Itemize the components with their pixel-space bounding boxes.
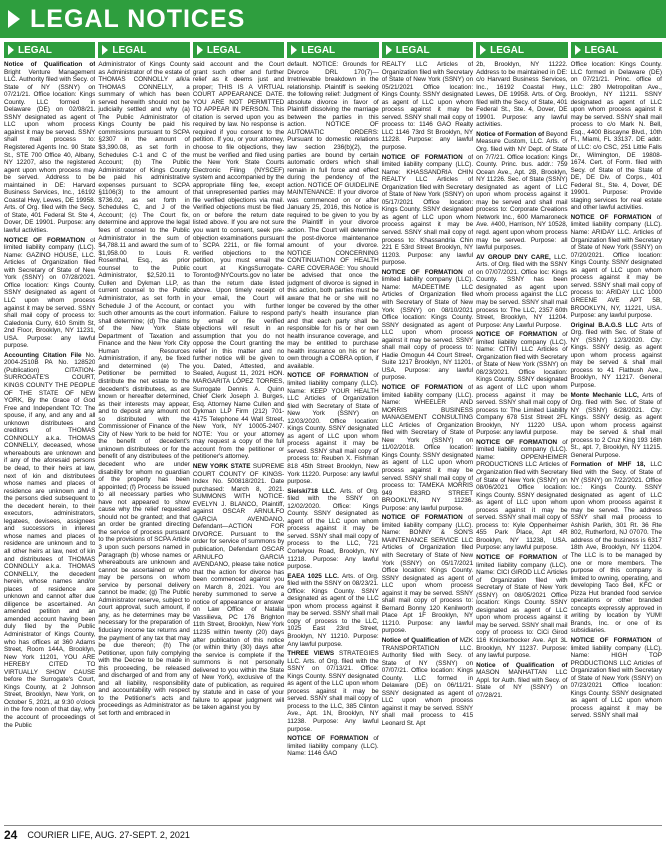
notice-title: AV GROUP DNY CARE,	[476, 253, 555, 261]
column-header	[98, 42, 189, 58]
header-arrow-icon	[197, 45, 203, 55]
notice-body: LLC. Arts. of Org. filed with the SSNY on 07/07/2021. Office loc: Kings County. SSNY has been designated as agent upon whom process against the LLC may be served. SSNY shall mail process to: The LLC, 2357 60th Street, Brooklyn, NY 11204. Purpose: Any Lawful Purpose.	[476, 253, 568, 329]
notice-body: of limited liability company (LLC). Name: CITIVI LLC Articles of Organization filed with Secretary of State of New York (SSNY) on 08/23/2021. Office location: Kings County. SSNY designated as agent of LLC upon whom process against it may be served. SSNY shall mail copy of process to: The Limited Liability Company 678 51st Street 2FL Brooklyn, NY 11220 USA. Purpose: any lawful purpose.	[476, 331, 568, 437]
notice-column	[287, 42, 378, 824]
publication-line: COURIER LIFE, AUG. 27-SEPT. 2, 2021	[27, 830, 190, 840]
notice-body: Office location: Kings County. LLC formed in Delaware (DE) on 07/21/21. Princ. office of LLC: 280 Metropolitan Ave., Brooklyn, NY 11211. SSNY designated as agent of LLC upon whom process against it may be served. SSNY shall mail process to c/o Mark N. Bell, Esq., 4400 Biscayne Blvd., 10th Fl., Miami, FL 33137. DE addr. of LLC: c/o CSC, 251 Little Falls Dr., Wilmington, DE 19808-1674. Cert. of Form. filed with Secy. of State of the State of DE, DE Div. of Corps., 401 Federal St., Ste. 4, Dover, DE 19901. Purpose: Provide staging services for real estate and other lawful activities.	[570, 61, 662, 212]
notice-column	[193, 42, 284, 824]
legal-notice	[287, 650, 378, 733]
page-banner	[0, 0, 666, 38]
notice-title: NOTICE OF FORMATION	[476, 554, 563, 561]
notice-body: Arts of Org. filed with Sec. of State of NY (SSNY) 6/28/2021. Cty: Kings. SSNY desig. as agent upon whom process against may be served & shall mail process to 2 Cruz King 193 16th St., apt. 7, Brooklyn, NY 11215. General Purpose.	[570, 391, 662, 459]
notice-body: Arts. of Org. filed with the SSNY on 12/02/2020. Office: Kings County. SSNY designated as agent of the LLC upon whom process against it may be served. SSNY shall mail copy of process to the LLC, 721 Cortelyou Road, Brooklyn, NY 11218. Purpose: Any lawful purpose.	[287, 487, 379, 571]
notice-title: NOTICE OF FORMATION	[4, 236, 91, 244]
notice-title: NOTICE OF FORMATION	[381, 514, 468, 522]
notice-body: Administrator of Kings County as Administrator of the estate of THOMAS CONNOLLY a/k/a THOMAS CONNELLY, a summary of which has been served herewith should not be judicially settled and why (a) The Public Administrator of Kings County be paid his commissions pursuant to SCPA §2307 in the amount of $3,390.08, as set forth in Schedules C-1 and C of the Account; (b) The Public Administrator of Kings County be paid his administrative expenses pursuant to SCPA §1106(3) to the amount of $736.02, as set forth in Schedules C, and J of the Account; (c) The Court fix, determine and approve the legal fees of counsel to the Public Administrator in the sum of $4,788.11 and award the sum of $1,958.00 to Louis R. Rosenthal, Esq., as prior counsel to the Public Administrator, $2,520.11 to Cullen and Dykman LLP, as current counsel to the Public Administrator, as set forth in Schedule J of the Account, or such other amounts as the court shall determine; (d) The claims of the New York State Department of Taxation and Finance and the New York City Human Resources Administration, if any, be fixed and determined (e) The Petitioner be permitted to distribute the net estate to the decedent's distributees, as are known or hereafter determined, as their interests may appear, and to deposit any amount not so distributed with the Commissioner of Finance of the City of New York to be held for the benefit of decedent's unknown distributees or for the benefit of any distributees of the decedent who are under disability for whom no guardian of the property has been appointed; (f) Process be issued to all necessary parties who have not appeared to show cause why the relief requested should not be granted; and that an order be granted directing the service of process pursuant to the provisions of SCPA Article 3 upon such persons named in Paragraph (b) whose names or whereabouts are unknown and cannot be ascertained or who may be persons on whom service by personal delivery cannot be made; (g) The Public Administrator reserve, subject to court approval, such amount, if any, as he determines may be necessary for the preparation of fiduciary income tax returns and the payment of any tax that may be due thereon; (h) The Petitioner, upon fully complying with the Decree to be made in this proceeding, be released and discharged of and from any and all liability, responsibility and accountability with respect to the Petitioner's acts and proceedings as Administrator as set forth and embraced in	[98, 61, 190, 718]
header-arrow-icon	[480, 45, 486, 55]
notice-title: Notice of Qualification of	[381, 637, 460, 645]
notice-body: said account and the Court grant such other and further relief as it deems just and proper; THIS IS A VIRTUAL COURT APPEARANCE DATE. YOU ARE NOT PERMITTED TO APPEAR IN PERSON. This citation is served upon you as required by law. No response is required if you consent to the petition. If you, or your attorney, choose to file objections, they must be verified and filed using the New York State Courts Electronic Filing (NYSCEF) system and accompanied by the appropriate filing fee, except that unrepresented parties may file verified objections via mail. Verified objections must be filed on or before the return date listed above. If you are not sure you want to consent, seek pre-objection examinations pursuant to SCPA 2211, or file formal verified objections to the petition, you must email the court at KingsSurrogate-Toronto@NYCourts.gov no later than the return date listed above. Upon timely receipt of your email, the Court will contact you with further information. Failure to respond by email or file verified objections will result in an assumption that you do not oppose the Court granting the relief in this matter and no further notice will be given to you. Dated, Attested, and Sealed, August 11, 2021 HON. MARGARITA LÓPEZ TORRES, Surrogate Dennis A. Quinn Chief Clerk Joseph J. Burges, Esq. Attorney Name Cullen and Dykman LLP Firm (212) 701-4175 Telephone 44 Wall Street, New York, NY 10005-2407. NOTE: You or your attorney may request a copy of the full account from the petitioner or petitioner's attorney.	[192, 61, 285, 461]
notice-body: MZK TRANSPORTATION LLC. Authority filed with Secy. of State of NY (SSNY) on 07/07/21. Office location: Kings County. LLC formed in Delaware (DE) on 06/11/21. SSNY designated as agent of LLC upon whom process against it may be served. SSNY shall mail process to 415 Leonard St. Apt	[381, 637, 474, 728]
notice-title: NOTICE OF FORMATION	[287, 735, 374, 743]
column-header	[476, 42, 567, 58]
notice-body: of limited liability company (LLC). Name: WHEELER AND MORRIS BUSINESS MANAGEMENT CONSULTING LLC Articles of Organization filed with Secretary of State of New York (SSNY) on 11/02/2018. Office location: Kings County. SSNY designated as agent of LLC upon whom process against it may be served. SSNY shall mail copy of process to: TAMEKA MORRIS 949 E83RD STREET BROOKLYN, NY 11236. Purpose: any lawful purpose.	[381, 383, 474, 512]
notice-body: Beyond Measure Custom, LLC. Arts. of Org. filed with NY Dept. of State on 7/7/21. Office location: Kings County. Princ. bus. addr.: 759 Ocean Ave., Apt. 2B, Brooklyn, NY 11226. Sec. of State (SSNY) designated as agent of LLC upon whom process against it may be served and shall mail process to: Corporate Creations Network Inc., 600 Mamaroneck Ave. #400, Harrison, NY 10528, regd. agent upon whom process may be served. Purpose: all lawful purposes.	[476, 130, 568, 252]
notice-body: STRATEGIES LLC. Arts. of Org. filed with the SSNY on 07/13/21. Office: Kings County. SSNY designated as agent of the LLC upon whom process against it may be served. SSNY shall mail copy of process to the LLC, 385 Clinton Ave., Apt. 1N, Brooklyn, NY 11238. Purpose: Any lawful purpose.	[287, 650, 379, 733]
notice-title: NOTICE OF FORMATION	[381, 268, 468, 276]
column-header-label: LEGAL	[584, 44, 619, 56]
column-header-label: LEGAL	[490, 44, 524, 56]
column-header-label: LEGAL	[395, 44, 430, 56]
notice-body: Arts of Org. filed with Sec. of State of NY (SSNY) 12/3/2020. Cty: Kings. SSNY desig. as agent upon whom process against may be served & shall mail process to 41 Flatbush Ave., Brooklyn, NY 11217. General Purpose.	[570, 321, 662, 389]
legal-notice	[98, 61, 189, 718]
page-number: 24	[4, 828, 18, 842]
legal-notice	[193, 463, 284, 712]
notice-columns	[0, 38, 666, 824]
notice-body: of limited liability company (LLC). Name: 1146 GAO	[287, 735, 379, 758]
notice-title: Sielski718 LLC.	[287, 487, 341, 495]
legal-notice	[571, 392, 662, 460]
notice-title: Accounting Citation File	[4, 351, 86, 359]
legal-notice	[4, 61, 95, 235]
column-header	[193, 42, 284, 58]
notice-body: Arts. of Org. filed with the SSNY on 08/23/21. Office: Kings County. SSNY designated as agent of the LLC upon whom process against it may be served. SSNY shall mail copy of process to the LLC, 1025 East 23rd Street, Brooklyn, NY 11210. Purpose: Any lawful purpose.	[287, 572, 379, 648]
notice-body: No. 2004-2510B PA No. 128520 (Publication) CITATION-SURROGATE'S COURT, KINGS COUNTY THE PEOPLE OF THE STATE OF NEW YORK, By the Grace of God Free and Independent TO: The spouse, if any, and any and all unknown distributees and creditors of THOMAS CONNOLLY a.k.a. THOMAS CONNELLY, deceased, whose whereabouts are unknown and if any of the aforesaid persons be dead, to their heirs at law, next of kin and distributees whose names and places of residence are unknown and if the persons died subsequent to the decedent herein, to their executors, administrators, legatees, devisees, assignees and successors in interest whose names and places of residence are unknown and to all other heirs at law, next of kin and distributees of THOMAS CONNOLLY a.k.a. THOMAS CONNELLY, the decedent herein, whose names and/or places of residence are unknown and cannot after due diligence be ascertained. An amended petition and an amended account having been duly filed by the Public Administrator of Kings County, who has offices at 360 Adams Street, Room 144A, Brooklyn, New York 11201, YOU ARE HEREBY CITED TO VIRTUALLY SHOW CAUSE before the Surrogate's Court, Kings County, at 2 Johnson Street, Brooklyn, New York, on October 5, 2021, at 9:30 o'clock in the fore noon of that day, why the account of proceedings of the Public	[4, 351, 96, 729]
notice-body: SUPREME COURT COUNTY OF KINGS- Index No. 500818/2021. Date purchased: March 8, 2021. SUMMONS WITH NOTICE. EVELYN J. BLANCO, Plaintiff, against OSCAR ARNULFO GARCIA AVENDANO, Defendant—ACTION FOR DIVORCE. Pursuant to the order for service of summons by publication, Defendant OSCAR ARNULFO GARCIA AVENDANO, please take notice that the action for divorce has been commenced against you on March 8, 2021. You are hereby summoned to serve a notice of appearance or answer on Law Office of Natalia Vassilieva, PC 176 Brighton 11th Street, Brooklyn, New York 11235 within twenty (20) days after publication of this notice (or within thirty (30) days after the service is complete if the summons is not personally delivered to you within the State of New York), exclusive of the date of publication, as required by statute and in case of your failure to appear judgment will be taken against you by	[192, 462, 285, 712]
header-arrow-icon	[386, 45, 392, 55]
column-header-label: LEGAL	[18, 44, 52, 56]
legal-notice	[476, 439, 567, 552]
legal-notice	[287, 372, 378, 485]
legal-notice	[382, 637, 473, 728]
legal-notice	[476, 254, 567, 329]
header-arrow-icon	[575, 45, 581, 55]
column-header-label: LEGAL	[112, 44, 147, 56]
notice-title: Original B.A.G.S LLC	[570, 321, 642, 329]
legal-notice	[382, 61, 473, 152]
column-header	[287, 42, 378, 58]
notice-title: NOTICE OF FORMATION	[381, 383, 468, 391]
notice-title: NOTICE OF FORMATION	[476, 331, 563, 339]
notice-title: Monte Mechanic LLC,	[570, 391, 643, 399]
notice-body: of limited liability company (LLC). Name: BONNY & SON'S MAINTENANCE SERVICE LLC Articles of Organization filed with Secretary of State of New York (SSNY) on 05/17/2021 Office location: Kings County. SSNY designated as agent of LLC upon whom process against it may be served. SSNY shall mail copy of process to: Bernard Bonny 120 Kenilworth Place Apt 1F Brooklyn, NY 11210. Purpose: any lawful purpose.	[381, 514, 474, 635]
header-arrow-icon	[291, 45, 297, 55]
legal-notice	[571, 322, 662, 390]
legal-notice	[287, 573, 378, 648]
notice-body: of limited liability company (LLC). Name: CICI GIROD LLC Articles of Organization filed with Secretary of State of New York (SSNY) on 08/05/2021 Office location: Kings County. SSNY designated as agent of LLC upon whom process against it may be served. SSNY shall mail copy of process to: CiCi Girod 116 Knickerbocker Ave. Apt 3L Brooklyn, NY 11237. Purpose: any lawful purpose.	[476, 554, 568, 660]
column-header	[382, 42, 473, 58]
notice-title: NOTICE OF FORMATION	[381, 153, 468, 161]
legal-notice	[476, 61, 567, 129]
legal-notice	[382, 154, 473, 267]
notice-column	[571, 42, 662, 824]
notice-title: NOTICE OF FORMATION	[287, 372, 374, 380]
notice-title: NOTICE OF FORMATION	[570, 213, 657, 221]
legal-notice	[4, 352, 95, 729]
header-arrow-icon	[102, 45, 108, 55]
notice-title: EAEA 1025 LLC.	[287, 572, 342, 580]
banner-title: LEGAL NOTICES	[30, 4, 246, 33]
legal-notice	[287, 61, 378, 370]
notice-body: of limited liability company (LLC). Name: HIGH TOP PRODUCTIONS LLC Articles of Organization filed with Secretary of State of New York (SSNY) on 07/23/2021 Office location: Kings County. SSNY designated as agent of LLC upon whom process against it may be served. SSNY shall mail	[570, 637, 662, 720]
notice-body: Bright Venture Management LLC. Authority filed with Secy. of State of NY (SSNY) on 07/21/21. Office location: Kings County. LLC formed in Delaware (DE) on 02/08/21. SSNY designated as agent of LLC upon whom process against it may be served. SSNY shall mail process to: Registered Agents Inc. 90 State St., STE 700 Office 40, Albany, NY 12207, also the registered agent upon whom process may be served. Address to be maintained in DE: Harvard Business Services, Inc., 16192 Coastal Hwy, Lewes, DE 19958. Arts. of Org. filed with the Secy. of State, 401 Federal St. Ste 4, Dover, DE 19901. Purpose: any lawful activities.	[4, 68, 96, 235]
notice-body: 2b, Brooklyn, NY 11222. Address to be maintained in DE: c/o Harvard Business Services, Inc., 16192 Coastal Hwy., Lewes, DE 19958. Arts. of Org. filed with the Secy. of State, 401 Federal St., Ste. 4, Dover, DE 19901. Purpose: any lawful activities.	[476, 61, 568, 129]
legal-notice	[571, 637, 662, 720]
notice-title: Notice of Formation of	[476, 130, 547, 138]
notice-title: NOTICE OF FORMATION	[570, 637, 657, 645]
legal-notice	[571, 61, 662, 212]
notice-title: Formation of MHF 18,	[570, 461, 651, 469]
legal-notice	[382, 269, 473, 382]
notice-column	[4, 42, 95, 824]
notice-body: of limited liability company (LLC). Name: GAZINO HOUSE, LLC. Articles of Organization filed with Secretary of State of New York (SSNY) on 07/28/2021. Office location: Kings County. SSNY designated as agent of LLC upon whom process against it may be served. SSNY shall mail copy of process to: Caledonia Curry, 610 Smith St, 2nd Floor, Brooklyn, NY 11231, USA. Purpose: any lawful purpose.	[4, 236, 96, 350]
notice-body: LLC filed with the Secy. of State of NY (SSNY) on 7/22/2021. Office loc.: Kings County. SSNY designated as agent of LLC upon whom process against it may be served. The address SSNY shall mail process to Ashish Parikh, 301 Rt. 36 Rte 802, Rutherford, NJ 07070. The address of the business is 6317 18th Ave, Brooklyn, NY 11204. The LLC is to be managed by one or more members. The purpose of this company is limited to owning, operating, and developing Taco Bell, KFC or Pizza Hut branded food service operations or other branded concepts expressly approved in writing by location by YUM! Brands, Inc. or one of its subsidiaries.	[570, 461, 662, 635]
notice-title: THREE VIEWS	[287, 650, 339, 658]
banner-arrow-icon	[8, 10, 20, 28]
notice-title: Notice of Qualification of	[4, 61, 96, 68]
legal-notice	[382, 384, 473, 512]
column-header-label: LEGAL	[301, 44, 336, 56]
notice-column	[98, 42, 189, 824]
legal-notice	[193, 61, 284, 461]
notice-body: of limited liability company (LLC). Name: MADEETIME LLC Articles of Organization filed with Secretary of State of New York (SSNY) on 08/10/2021 Office location: Kings County. SSNY designated as agent of LLC upon whom process against it may be served. SSNY shall mail copy of process to: Hadie Omogun 44 Court Street, Suite 1217 Brooklyn, NY 11201, USA. Purpose: any lawful purpose.	[381, 268, 474, 382]
column-header	[4, 42, 95, 58]
legal-notice	[4, 237, 95, 350]
legal-notice	[476, 331, 567, 437]
notice-title: NEW YORK STATE	[192, 462, 253, 470]
legal-notice	[476, 662, 567, 700]
header-arrow-icon	[8, 45, 14, 55]
notice-body: of limited liability company (LLC). Name: ARIDAY LLC. Articles of Organization filed with Secretary of State of New York (SSNY) on 07/20/2021. Office location: Kings County. SSNY designated as agent of LLC upon whom process against it may be served. SSNY shall mail copy of process to: ARIDAY LLC 1000 GREENE AVE APT 5B, BROOKLYN, NY, 11221, USA. Purpose: any lawful purpose.	[570, 213, 662, 320]
legal-notice	[476, 131, 567, 252]
notice-body: MASON MANHATTAN LLC Appl. for Auth. filed with Secy. of State of NY (SSNY) on 07/28/21.	[476, 669, 568, 699]
column-header	[571, 42, 662, 58]
legal-notice	[287, 735, 378, 758]
page-footer	[4, 825, 662, 844]
notice-column	[382, 42, 473, 824]
notice-title: Notice of Qualification of	[476, 661, 568, 669]
notice-body: of limited liability company (LLC). Name: KEEP YOUR HEALTH LLC Articles of Organization filed with Secretary of State of New York (SSNY) on 12/03/2020. Office location: Kings County. SSNY designated as agent of LLC upon whom process against it may be served. SSNY shall mail copy of process to: Reuben X. Fishman 818 45th Street Brooklyn, New York 11220. Purpose: any lawful purpose.	[287, 372, 379, 486]
legal-notice	[571, 461, 662, 635]
notice-column	[476, 42, 567, 824]
legal-notice	[476, 554, 567, 660]
legal-notice	[287, 488, 378, 571]
notice-body: of limited liability company (LLC). Name: OPPENHEIMER PRODUCTIONS LLC Articles of Organization filed with Secretary of State of New York (SSNY) on 08/06/2021 Office location: Kings County. SSNY designated as agent of LLC upon whom process against it may be served. SSNY shall mail copy of process to: Kyle Oppenheimer 455 Park Place, Apt 4R Brooklyn, NY 11238, USA. Purpose: any lawful purpose.	[476, 438, 568, 552]
notice-body: default. NOTICE: Grounds for Divorce DRL 170(7)—Irretrievable breakdown in the relationship. Plaintiff is seeking the following relief: Judgment of absolute divorce in favor of Plaintiff dissolving the marriage between the parties in this action. NOTICE OF AUTOMATIC ORDERS: Pursuant to domestic relations law section 236(b)(2), the parties are bound by certain automatic orders which shall remain in full force and effect during the pendency of the action. NOTICE OF GUIDELINE MAINTENANCE: If your divorce was commenced on or after January 25, 2016, this Notice is required to be given to you by the Plaintiff in your divorce action. The Court will determine the post-divorce maintenance amount of your divorce. NOTICE CONCERNING CONTINUATION OF HEALTH CARE COVERAGE: You should be advised that once the judgment of divorce is signed in this action, both parties must be aware that he or she will no longer be covered by the other party's health insurance plan and that each party shall be responsible for his or her own health insurance coverage, and may be entitled to purchase health insurance on his or her own through a COBRA option, if available.	[287, 61, 379, 370]
notice-title: NOTICE OF FORMATION	[476, 438, 563, 446]
legal-notice	[382, 514, 473, 635]
legal-notice	[571, 214, 662, 320]
notice-body: REALTY LLC Articles of Organization filed with Secretary of State of New York (SSNY) on 05/21/2021 Office location: Kings County. SSNY designated as agent of LLC upon whom process against it may be served. SSNY shall mail copy of process to: 1146 GAO Realty LLC 1146 73rd St Brooklyn, NY 11228. Purpose: any lawful purpose.	[381, 61, 474, 152]
notice-body: of limited liability company (LLC). Name: KHASSANDRIA CHIN REALTY LLC Articles of Organization filed with Secretary of State of New York (SSNY) on 05/17/2021 Office location: Kings County. SSNY designated as agent of LLC upon whom process against it may be served. SSNY shall mail copy of process to: Khassandria Chin 221 E 53rd Street Brooklyn, NY 11203. Purpose: any lawful purpose.	[381, 153, 474, 267]
column-header-label: LEGAL	[206, 44, 241, 56]
